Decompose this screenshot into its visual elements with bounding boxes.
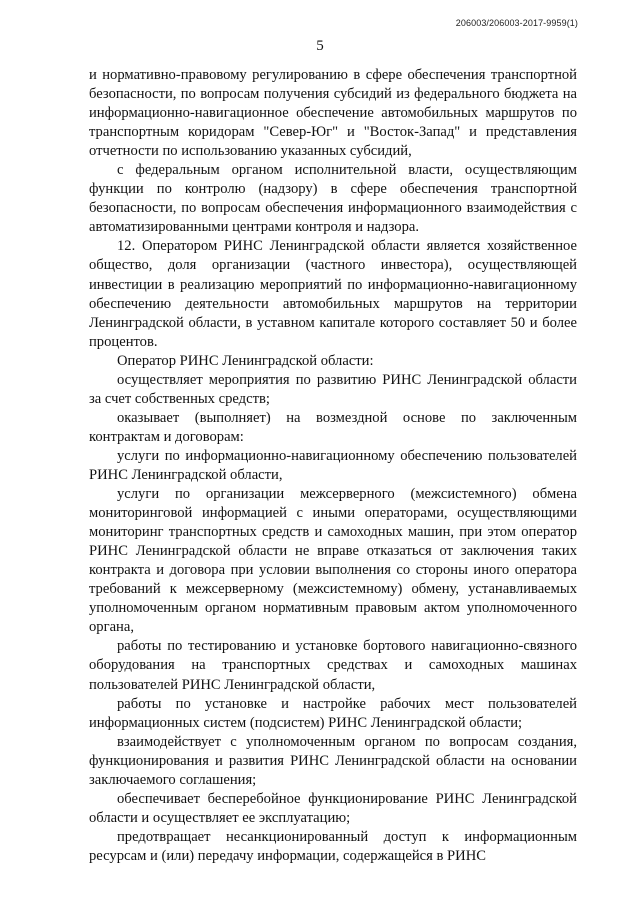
- page-number: 5: [316, 38, 324, 54]
- paragraph: взаимодействует с уполномоченным органом по вопросам создания, функционирования и развития РИНС Ленинградской области на основании заключаемого соглашения;: [89, 733, 577, 788]
- paragraph: с федеральным органом исполнительной власти, осуществляющим функции по контролю (надзору) в сфере обеспечения транспортной безопасности, по вопросам обеспечения информационного взаимодействия с автоматизированными центрами контроля и надзора.: [89, 162, 577, 236]
- document-id: 206003/206003-2017-9959(1): [455, 18, 578, 28]
- paragraph: услуги по организации межсерверного (межсистемного) обмена мониторинговой информацией с иными операторами, осуществляющими мониторинг транспортных средств и самоходных машин, при этом оператор РИНС Ленинградской области не вправе отказаться от заключения таких контракта и договора при условии выполнения со стороны иного оператора требований к межсерверному (межсистемному) обмену, устанавливаемых уполномоченным органом нормативным правовым актом уполномоченного органа,: [89, 486, 577, 636]
- paragraph: работы по тестированию и установке бортового навигационно-связного оборудования на транспортных средствах и самоходных машинах пользователей РИНС Ленинградской области,: [89, 638, 577, 693]
- paragraph: и нормативно-правовому регулированию в сфере обеспечения транспортной безопасности, по вопросам получения субсидий из федерального бюджета на информационно-навигационное обеспечение автомобильных маршрутов по транспортным коридорам "Север-Юг" и "Восток-Запад" и представления отчетности по использованию указанных субсидий,: [89, 67, 577, 160]
- paragraph: 12. Оператором РИНС Ленинградской области является хозяйственное общество, доля организации (частного инвестора), осуществляющей инвестиции в реализацию мероприятий по информационно-навигационному обеспечению деятельности автомобильных маршрутов на территории Ленинградской области, в уставном капитале которого составляет 50 и более процентов.: [89, 238, 577, 350]
- paragraph: работы по установке и настройке рабочих мест пользователей информационных систем (подсистем) РИНС Ленинградской области;: [89, 695, 577, 731]
- paragraph: предотвращает несанкционированный доступ к информационным ресурсам и (или) передачу информации, содержащейся в РИНС: [89, 828, 577, 864]
- paragraph: осуществляет мероприятия по развитию РИНС Ленинградской области за счет собственных средств;: [89, 371, 577, 407]
- paragraph: обеспечивает бесперебойное функционирование РИНС Ленинградской области и осуществляет ее эксплуатацию;: [89, 790, 577, 826]
- document-body: [89, 66, 577, 866]
- paragraph: Оператор РИНС Ленинградской области:: [117, 352, 374, 369]
- paragraph: услуги по информационно-навигационному обеспечению пользователей РИНС Ленинградской области,: [89, 447, 577, 483]
- paragraph: оказывает (выполняет) на возмездной основе по заключенным контрактам и договорам:: [89, 409, 577, 445]
